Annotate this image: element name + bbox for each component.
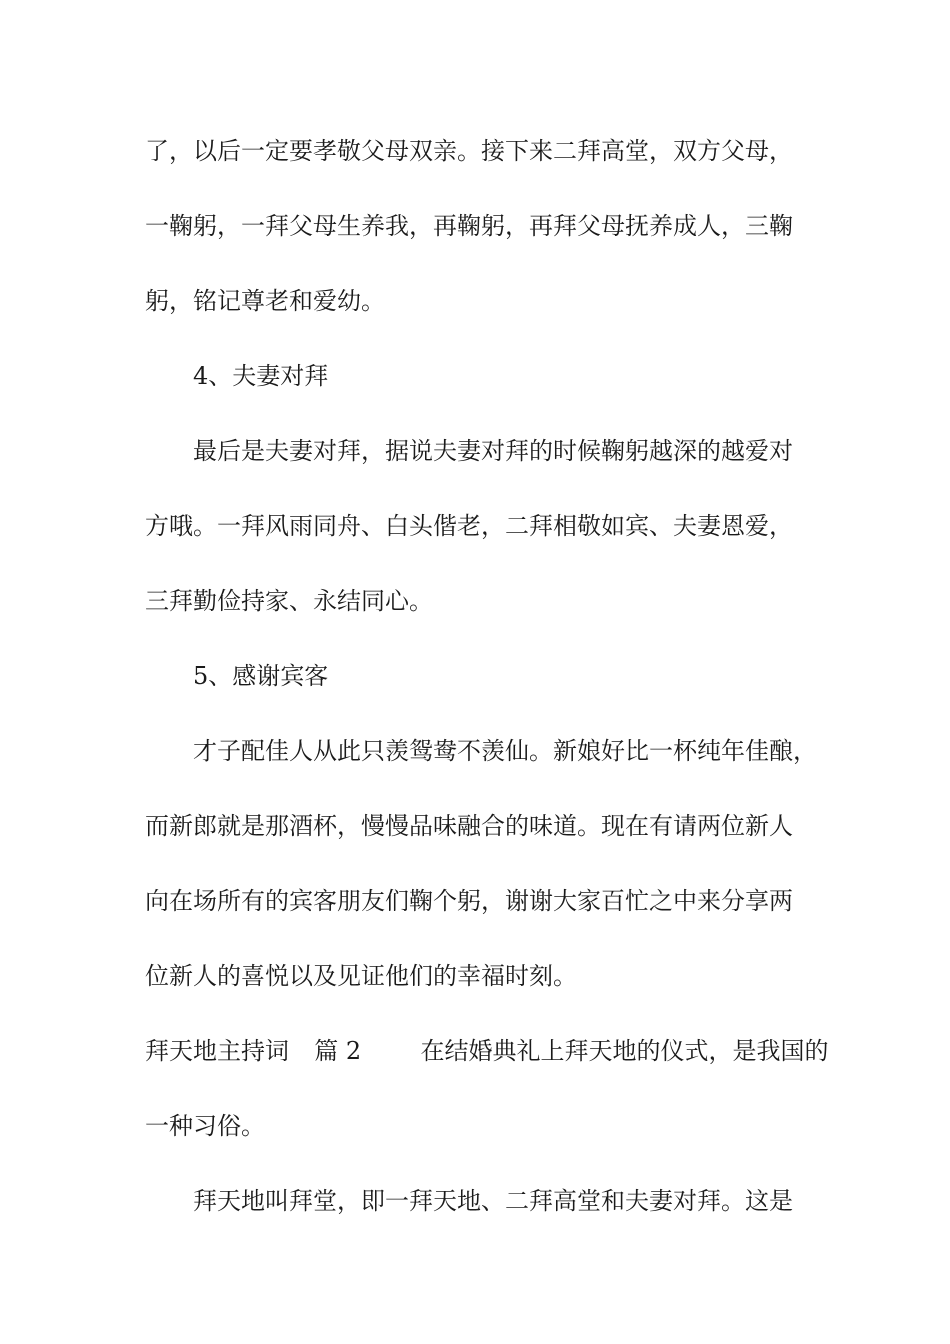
subheading: 5、感谢宾客 [193, 662, 329, 690]
subheading: 4、夫妻对拜 [193, 362, 329, 390]
paragraph-line: 方哦。一拜风雨同舟、白头偕老，二拜相敬如宾、夫妻恩爱， [145, 512, 793, 540]
section-heading-line [145, 1031, 829, 1071]
paragraph-line: 才子配佳人从此只羡鸳鸯不羡仙。新娘好比一杯纯年佳酿， [193, 737, 817, 765]
section-intro-text: 在结婚典礼上拜天地的仪式，是我国的 [420, 1037, 829, 1065]
paragraph-line: 躬，铭记尊老和爱幼。 [145, 287, 385, 315]
paragraph-line: 而新郎就是那酒杯，慢慢品味融合的味道。现在有请两位新人 [145, 812, 793, 840]
paragraph-line: 最后是夫妻对拜，据说夫妻对拜的时候鞠躬越深的越爱对 [193, 437, 793, 465]
paragraph-line: 向在场所有的宾客朋友们鞠个躬，谢谢大家百忙之中来分享两 [145, 887, 793, 915]
paragraph-line: 一种习俗。 [145, 1112, 265, 1140]
paragraph-line: 位新人的喜悦以及见证他们的幸福时刻。 [145, 962, 577, 990]
paragraph-line: 拜天地叫拜堂，即一拜天地、二拜高堂和夫妻对拜。这是 [193, 1187, 793, 1215]
section-number: 篇 2 [314, 1037, 362, 1065]
paragraph-line: 一鞠躬，一拜父母生养我，再鞠躬，再拜父母抚养成人，三鞠 [145, 212, 793, 240]
paragraph-line: 三拜勤俭持家、永结同心。 [145, 587, 433, 615]
section-title: 拜天地主持词 [145, 1037, 289, 1065]
paragraph-line: 了，以后一定要孝敬父母双亲。接下来二拜高堂，双方父母， [145, 137, 793, 165]
